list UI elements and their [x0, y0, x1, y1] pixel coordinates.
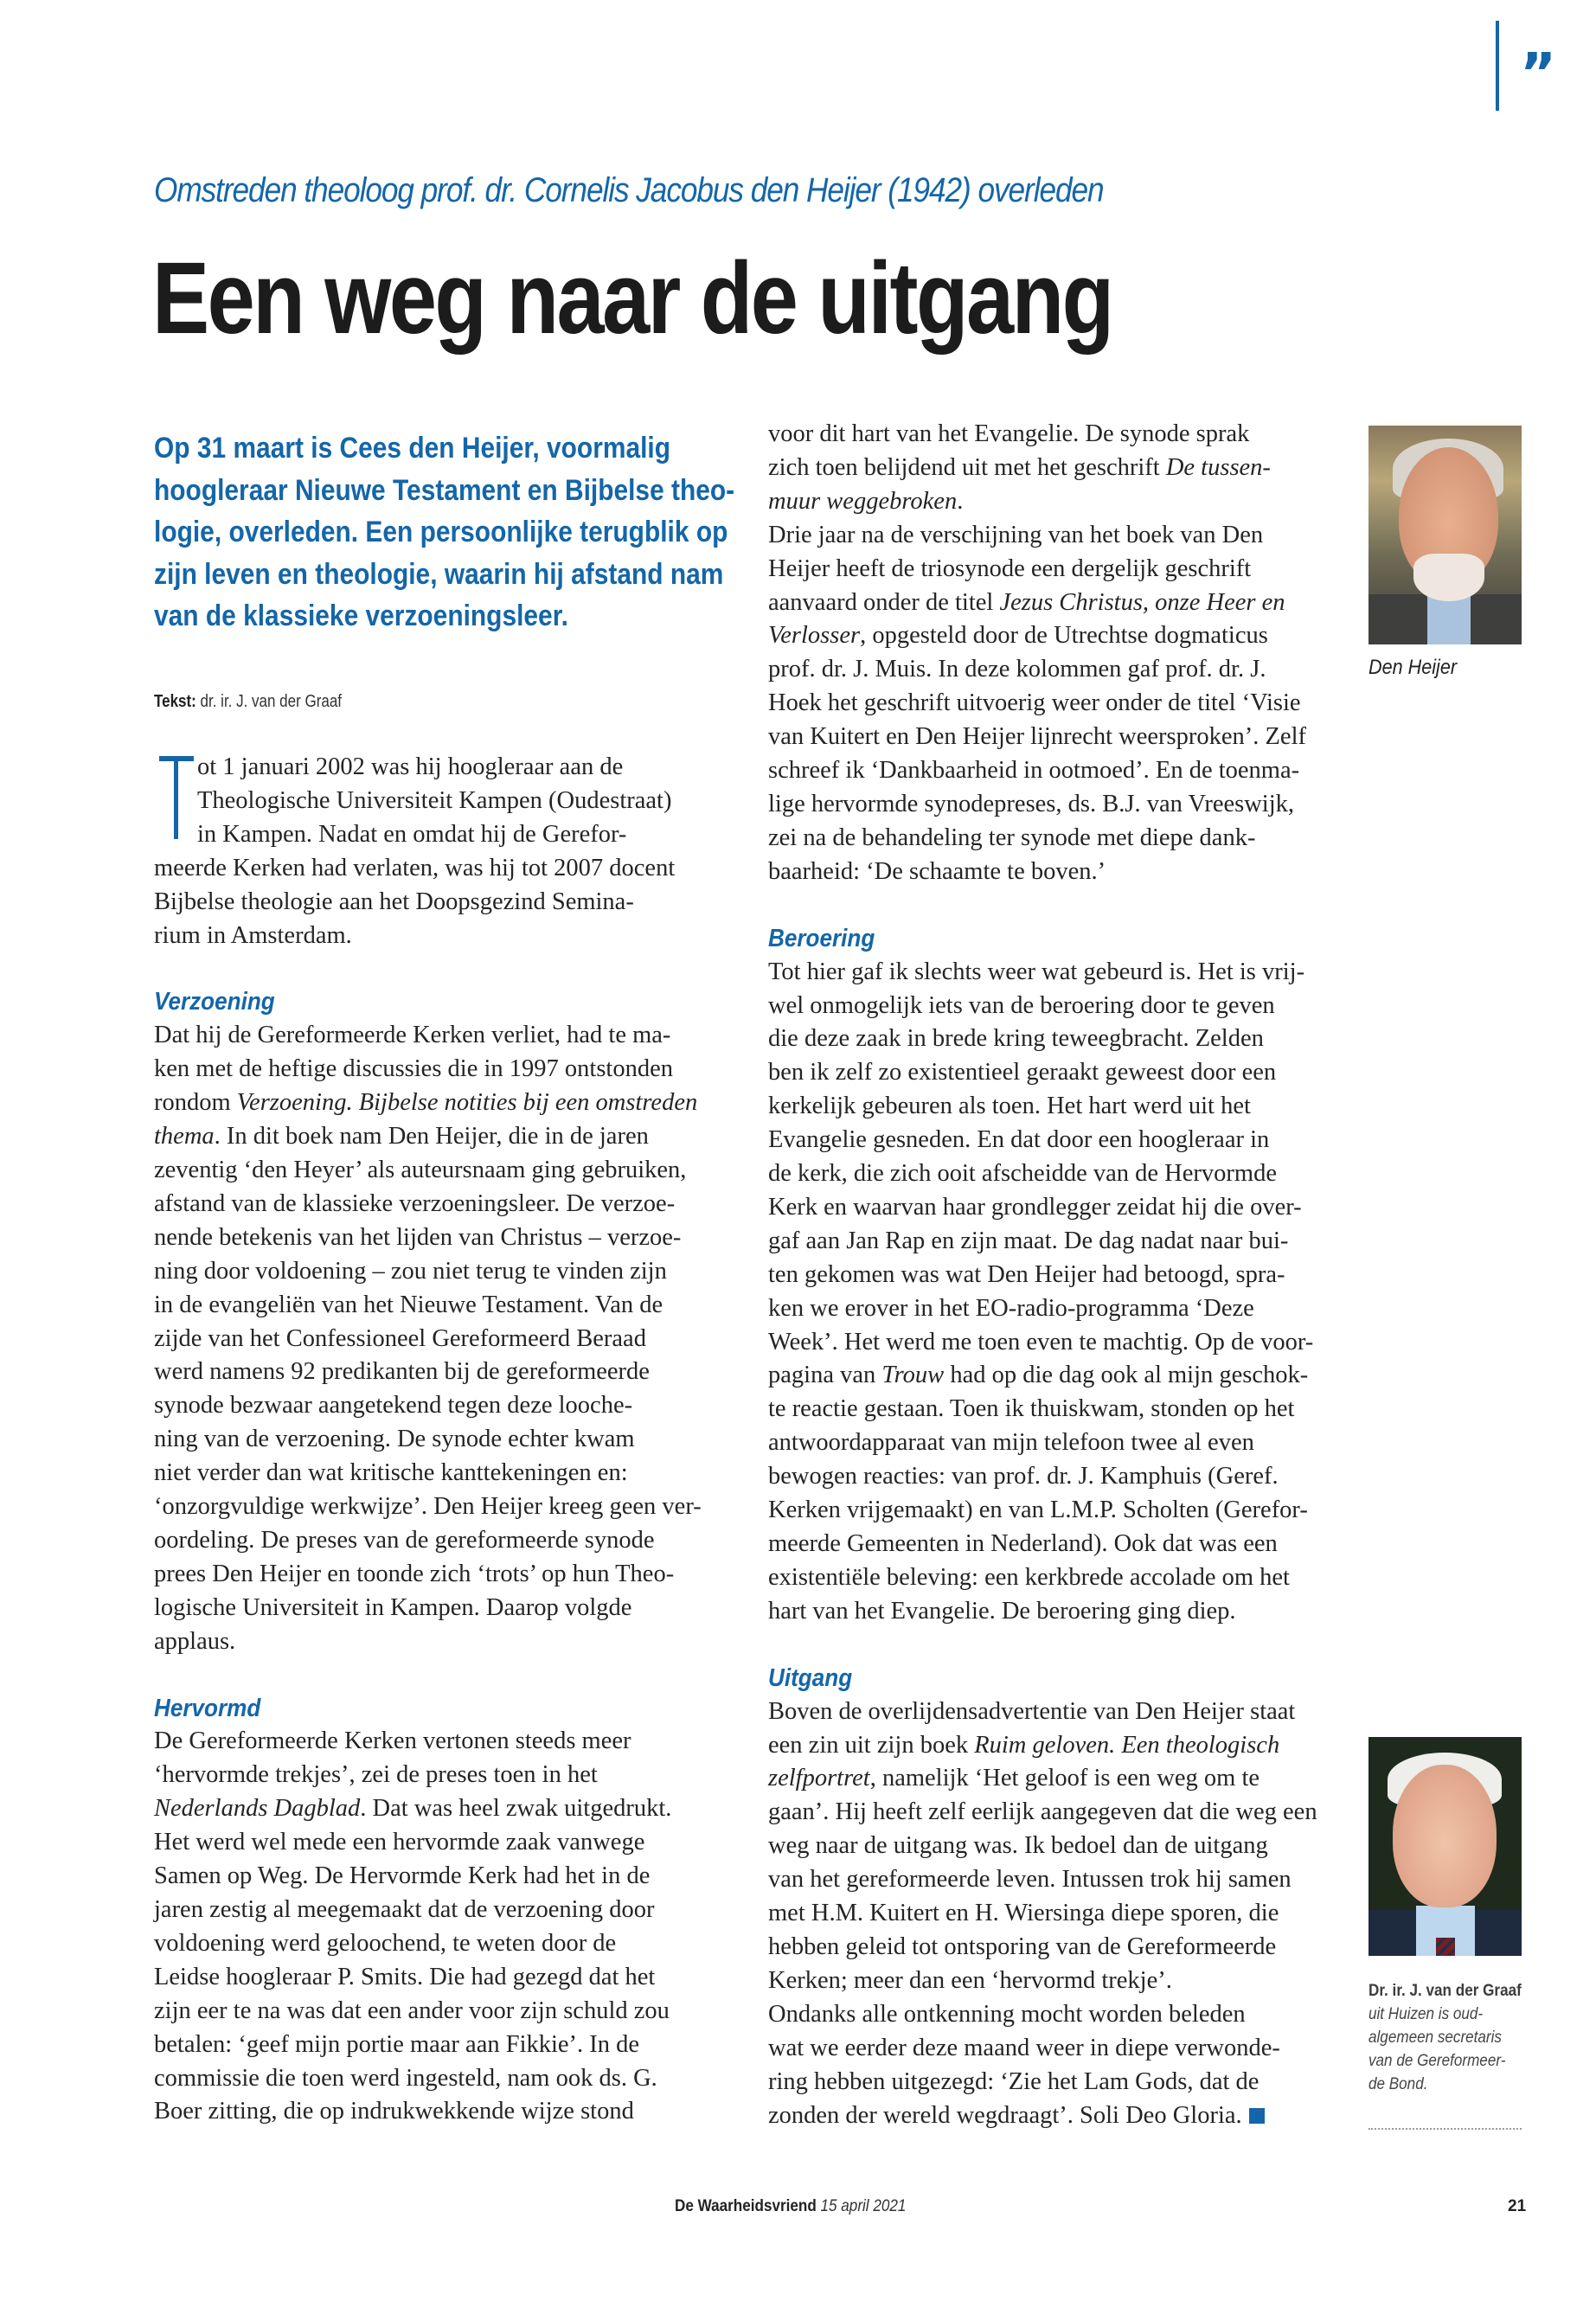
- text-line: betalen: ‘geef mijn portie maar aan Fikkie’. In de: [154, 2030, 640, 2058]
- text-line: rondom Verzoening. Bijbelse notities bij een omstreden: [154, 1089, 698, 1117]
- caption-dotted-divider: [1368, 2128, 1522, 2130]
- newspaper-title: Nederlands Dagblad: [154, 1795, 361, 1823]
- text-line: nende betekenis van het lijden van Christus – verzoe-: [154, 1223, 682, 1251]
- text-line: rium in Amsterdam.: [154, 921, 352, 949]
- text-line: Samen op Weg. De Hervormde Kerk had het in de: [154, 1862, 651, 1890]
- text-line: ten gekomen was wat Den Heijer had betoogd, spra-: [768, 1260, 1285, 1288]
- text-line: van Kuitert en Den Heijer lijnrecht weersproken’. Zelf: [768, 723, 1306, 751]
- text-line: oordeling. De preses van de gereformeerde synode: [154, 1526, 655, 1554]
- book-title: Verzoening. Bijbelse notities bij een omstreden: [236, 1089, 698, 1117]
- text-line: een zin uit zijn boek Ruim geloven. Een theologisch: [768, 1731, 1280, 1759]
- text-line: met H.M. Kuitert en H. Wiersinga diepe sporen, die: [768, 1900, 1279, 1927]
- text-line: antwoordapparaat van mijn telefoon twee al even: [768, 1429, 1254, 1457]
- text-line: ken we erover in het EO-radio-programma ‘Deze: [768, 1294, 1254, 1322]
- text-line: wat we eerder deze maand weer in diepe verwonde-: [768, 2034, 1280, 2061]
- text-line: Hoek het geschrift uitvoerig weer onder de titel ‘Visie: [768, 689, 1301, 717]
- article-title: Een weg naar de uitgang: [152, 241, 1112, 356]
- text-line: Bijbelse theologie aan het Doopsgezind Semina-: [154, 888, 634, 915]
- text-line: muur weggebroken.: [768, 487, 964, 515]
- intro-line: logie, overleden. Een persoonlijke terugblik op: [154, 516, 728, 548]
- text-line: Kerk en waarvan haar grondlegger zeidat hij die over-: [768, 1193, 1302, 1221]
- book-title: zelfportret: [768, 1765, 870, 1792]
- text-line: ‘onzorgvuldige werkwijze’. Den Heijer kreeg geen ver-: [154, 1493, 702, 1521]
- text-line: ning door voldoening – zou niet terug te vinden zijn: [154, 1257, 667, 1285]
- text-line: gaf aan Jan Rap en zijn maat. De dag nadat naar bui-: [768, 1227, 1289, 1254]
- text-line: pagina van Trouw had op die dag ook al mijn geschok-: [768, 1362, 1309, 1389]
- intro-line: zijn leven en theologie, waarin hij afstand nam: [154, 557, 724, 591]
- text-line: Het werd wel mede een hervormde zaak vanwege: [154, 1829, 645, 1856]
- text-line: zelfportret, namelijk ‘Het geloof is een weg om te: [768, 1765, 1260, 1792]
- text-line: zijde van het Confessioneel Gereformeerd Beraad: [154, 1324, 646, 1352]
- article-column-2: [768, 418, 1339, 2132]
- text-line: Verlosser, opgesteld door de Utrechtse dogmaticus: [768, 622, 1268, 650]
- subheading-verzoening: Verzoening: [154, 988, 275, 1016]
- subheading-beroering: Beroering: [768, 924, 875, 952]
- newspaper-title: Trouw: [881, 1362, 945, 1389]
- text-line: De Gereformeerde Kerken vertonen steeds meer: [154, 1727, 631, 1755]
- text-line: in de evangeliën van het Nieuwe Testament. Van de: [154, 1291, 663, 1318]
- text-line: Theologische Universiteit Kampen (Oudestraat): [197, 786, 672, 814]
- intro-line: Op 31 maart is Cees den Heijer, voormalig: [154, 432, 670, 465]
- text-line: Heijer heeft de triosynode een dergelijk geschrift: [768, 554, 1252, 582]
- book-title: thema: [154, 1123, 215, 1150]
- text-line: gaan’. Hij heeft zelf eerlijk aangegeven dat die weg een: [768, 1798, 1317, 1826]
- text-line: meerde Gemeenten in Nederland). Ook dat was een: [768, 1530, 1278, 1557]
- text-line: ben ik zelf zo existentieel geraakt geweest door een: [768, 1059, 1277, 1086]
- text-line: baarheid: ‘De schaamte te boven.’: [768, 857, 1106, 885]
- document-title: Jezus Christus, onze Heer en: [999, 588, 1285, 616]
- text-line: zeventig ‘den Heyer’ als auteursnaam ging gebruiken,: [154, 1156, 687, 1183]
- intro-line: van de klassieke verzoeningsleer.: [154, 599, 569, 632]
- text-line: kerkelijk gebeuren als toen. Het hart werd uit het: [768, 1093, 1251, 1120]
- document-title: Verlosser: [768, 622, 861, 650]
- intro-line: hoogleraar Nieuwe Testament en Bijbelse theo-: [154, 473, 735, 507]
- byline: [154, 692, 342, 712]
- text-line: synode bezwaar aangetekend tegen deze looche-: [154, 1392, 633, 1420]
- text-line: Nederlands Dagblad. Dat was heel zwak uitgedrukt.: [154, 1795, 672, 1823]
- byline-label: Tekst:: [154, 692, 196, 711]
- text-line: Boven de overlijdensadvertentie van Den Heijer staat: [768, 1697, 1296, 1725]
- article-intro: [154, 427, 735, 638]
- author-bio-caption: [1368, 1979, 1542, 2096]
- text-line: zijn eer te na was dat een ander voor zijn schuld zou: [154, 1997, 670, 2024]
- text-line: ot 1 januari 2002 was hij hoogleraar aan de: [197, 753, 624, 780]
- author-bio-line: uit Huizen is oud-: [1368, 2005, 1484, 2023]
- text-line: zei na de behandeling ter synode met diepe dank-: [768, 824, 1256, 851]
- issue-date: 15 april 2021: [820, 2197, 907, 2215]
- text-line: Evangelie gesneden. En dat door een hoogleraar in: [768, 1126, 1270, 1154]
- text-line: hebben geleid tot ontsporing van de Gereformeerde: [768, 1932, 1277, 1960]
- text-line: te reactie gestaan. Toen ik thuiskwam, stonden op het: [768, 1395, 1295, 1423]
- text-line: schreef ik ‘Dankbaarheid in ootmoed’. En de toenma-: [768, 757, 1300, 785]
- subheading-hervormd: Hervormd: [154, 1694, 261, 1722]
- text-line: prees Den Heijer en toonde zich ‘trots’ op hun Theo-: [154, 1560, 675, 1587]
- text-line: Tot hier gaf ik slechts weer wat gebeurd is. Het is vrij-: [768, 958, 1305, 985]
- text-line: prof. dr. J. Muis. In deze kolommen gaf prof. dr. J.: [768, 656, 1266, 683]
- text-line: Ondanks alle ontkenning mocht worden beleden: [768, 2000, 1246, 2028]
- author-bio-line: van de Gereformeer-: [1368, 2052, 1506, 2070]
- author-name: Dr. ir. J. van der Graaf: [1368, 1982, 1522, 2000]
- photo-van-der-graaf: [1368, 1737, 1522, 1956]
- text-line: commissie die toen werd ingesteld, nam ook ds. G.: [154, 2064, 657, 2092]
- article-kicker: Omstreden theoloog prof. dr. Cornelis Jacobus den Heijer (1942) overleden: [154, 171, 1104, 209]
- opening-paragraph: [154, 751, 725, 952]
- publication-name: De Waarheidsvriend: [675, 2197, 817, 2215]
- text-line: de kerk, die zich ooit afscheidde van de Hervormde: [768, 1160, 1277, 1188]
- text-line: zonden der wereld wegdraagt’. Soli Deo Gloria.: [768, 2099, 1339, 2133]
- author-bio-line: algemeen secretaris: [1368, 2029, 1502, 2047]
- text-line: voor dit hart van het Evangelie. De synode sprak: [768, 420, 1250, 447]
- subheading-uitgang: Uitgang: [768, 1663, 853, 1692]
- text-line: in Kampen. Nadat en omdat hij de Gerefor-: [197, 820, 627, 848]
- text-line: applaus.: [154, 1627, 236, 1655]
- text-line: Kerken vrijgemaakt) en van L.M.P. Scholten (Gerefor-: [768, 1497, 1308, 1524]
- document-title: muur weggebroken: [768, 487, 958, 515]
- text-line: die deze zaak in brede kring teweegbracht. Zelden: [768, 1025, 1264, 1053]
- text-line: lige hervormde synodepreses, ds. B.J. van Vreeswijk,: [768, 790, 1295, 817]
- page-footer: [675, 2197, 906, 2216]
- text-line: ‘hervormde trekjes’, zei de preses toen in het: [154, 1761, 598, 1789]
- text-line: ken met de heftige discussies die in 1997 ontstonden: [154, 1055, 673, 1083]
- photo-caption-den-heijer: Den Heijer: [1368, 656, 1458, 679]
- text-line: van het gereformeerde leven. Intussen trok hij samen: [768, 1866, 1292, 1894]
- text-line: afstand van de klassieke verzoeningsleer. De verzoe-: [154, 1189, 676, 1217]
- text-line: Dat hij de Gereformeerde Kerken verliet, had te ma-: [154, 1022, 671, 1049]
- text-line: meerde Kerken had verlaten, was hij tot 2007 docent: [154, 854, 676, 881]
- article-column-1: [154, 751, 725, 2129]
- top-accent-rule: [1496, 21, 1499, 111]
- text-line: Week’. Het werd me toen even te machtig. Op de voor-: [768, 1328, 1314, 1356]
- text-line: bewogen reacties: van prof. dr. J. Kamphuis (Geref.: [768, 1463, 1279, 1490]
- text-line: aanvaard onder de titel Jezus Christus, onze Heer en: [768, 588, 1285, 616]
- text-line: niet verder dan wat kritische kanttekeningen en:: [154, 1459, 628, 1487]
- text-line: wel onmogelijk iets van de beroering door te geven: [768, 991, 1275, 1019]
- page-number: 21: [1508, 2197, 1527, 2215]
- text-line: ning van de verzoening. De synode echter kwam: [154, 1426, 635, 1453]
- byline-author: dr. ir. J. van der Graaf: [200, 692, 343, 711]
- text-line: ring hebben uitgezegd: ‘Zie het Lam Gods, dat de: [768, 2067, 1259, 2095]
- text-line: werd namens 92 predikanten bij de gereformeerde: [154, 1358, 650, 1386]
- text-line: Boer zitting, die op indrukwekkende wijze stond: [154, 2098, 634, 2125]
- dropcap-t: [159, 756, 194, 839]
- text-line: jaren zestig al meegemaakt dat de verzoening door: [154, 1896, 655, 1923]
- text-line: voldoening werd geloochend, te weten door de: [154, 1929, 617, 1957]
- quote-mark-icon: ”: [1520, 42, 1557, 106]
- text-line: Leidse hoogleraar P. Smits. Die had gezegd dat het: [154, 1963, 656, 1990]
- text-line: Drie jaar na de verschijning van het boek van Den: [768, 521, 1264, 548]
- book-title: Ruim geloven. Een theologisch: [974, 1731, 1280, 1759]
- text-line: hart van het Evangelie. De beroering ging diep.: [768, 1597, 1236, 1625]
- author-bio-line: de Bond.: [1368, 2075, 1428, 2093]
- document-title: De tussen-: [1165, 453, 1271, 481]
- text-line: zich toen belijdend uit met het geschrift De tussen-: [768, 453, 1271, 481]
- text-line: thema. In dit boek nam Den Heijer, die in de jaren: [154, 1123, 649, 1150]
- text-line: existentiële beleving: een kerkbrede accolade om het: [768, 1563, 1290, 1591]
- text-line: weg naar de uitgang was. Ik bedoel dan de uitgang: [768, 1832, 1268, 1860]
- text-line: Kerken; meer dan een ‘hervormd trekje’.: [768, 1966, 1172, 1994]
- photo-den-heijer: [1368, 426, 1522, 644]
- text-line: logische Universiteit in Kampen. Daarop volgde: [154, 1593, 632, 1621]
- end-of-article-square-icon: [1249, 2108, 1265, 2124]
